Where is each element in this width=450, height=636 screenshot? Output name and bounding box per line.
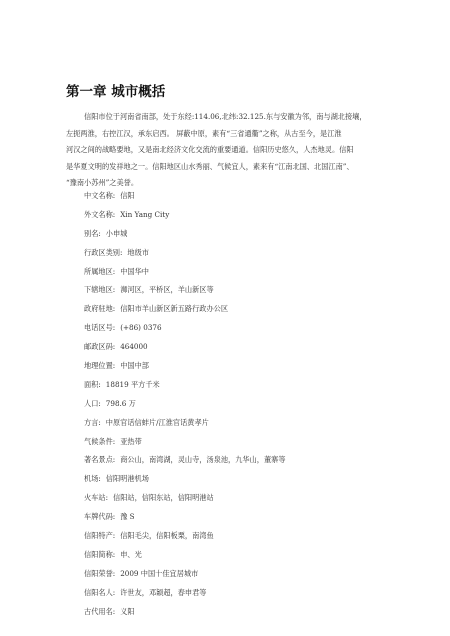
fact-label: 面积: <box>84 379 101 389</box>
fact-value: 信阳 <box>120 191 135 200</box>
fact-value: 信阳站，信阳东站，信阳明港站 <box>113 493 214 503</box>
fact-row-airport <box>84 470 404 489</box>
fact-row-districts <box>84 281 404 300</box>
fact-row-attractions <box>84 451 404 470</box>
intro-line: 是华夏文明的发祥地之一。信阳地区山水秀丽、气候宜人，素来有“江南北国、北国江南”、 <box>66 161 354 171</box>
fact-label: 邮政区码: <box>84 342 116 352</box>
fact-value: 商公山，南湾湖，灵山寺，汤泉池，九华山，董寨等 <box>120 455 286 465</box>
fact-value: 中国华中 <box>120 266 149 276</box>
intro-line: “豫南小苏州”之美誉。 <box>66 178 139 187</box>
fact-label: 机场: <box>84 474 101 484</box>
fact-label: 气候条件: <box>84 436 116 446</box>
fact-row-ancient-name <box>84 603 404 622</box>
fact-row-government-seat <box>84 300 404 319</box>
fact-label: 地理位置: <box>84 361 116 371</box>
fact-value: 豫 S <box>120 512 135 522</box>
fact-value: 18819 平方千米 <box>105 379 160 389</box>
fact-value: 信阳市羊山新区新五路行政办公区 <box>120 304 229 314</box>
fact-value: (+86) 0376 <box>120 323 162 333</box>
fact-value: 义阳 <box>120 606 135 616</box>
fact-label: 车牌代码: <box>84 512 116 522</box>
fact-label: 信阳荣誉: <box>84 568 116 578</box>
fact-value: 浉河区，平桥区，羊山新区等 <box>120 285 214 295</box>
fact-value: 中国中部 <box>120 361 149 371</box>
fact-row-area-code <box>84 319 404 338</box>
fact-row-climate <box>84 433 404 452</box>
fact-value: 2009 中国十佳宜居城市 <box>120 568 199 578</box>
fact-value: 798.6 万 <box>105 398 136 408</box>
fact-label: 著名景点: <box>84 455 116 465</box>
fact-label: 人口: <box>84 398 101 408</box>
fact-row-honors <box>84 565 404 584</box>
fact-row-location <box>84 357 404 376</box>
chapter-title: 第一章 城市概括 <box>66 84 166 100</box>
fact-label: 信阳名人: <box>84 587 116 597</box>
fact-label: 古代用名: <box>84 606 116 616</box>
fact-value: 地级市 <box>127 247 149 257</box>
fact-row-area <box>84 376 404 395</box>
fact-label: 方言: <box>84 417 101 427</box>
intro-line: 河汉之间的战略要地，又是南北经济文化交流的重要通道。信阳历史悠久，人杰地灵。信阳 <box>66 145 354 154</box>
fact-label: 火车站: <box>84 493 108 503</box>
fact-label: 信阳简称: <box>84 549 116 559</box>
fact-label: 信阳特产: <box>84 531 116 541</box>
fact-label: 下辖地区: <box>84 285 116 295</box>
fact-row-region <box>84 263 404 282</box>
fact-row-alias <box>84 225 404 244</box>
fact-label: 外文名称: <box>84 209 116 219</box>
fact-value: 许世友，邓颖超，春申君等 <box>120 587 207 597</box>
fact-value: 464000 <box>120 342 148 352</box>
fact-row-admin-type <box>84 244 404 263</box>
fact-value: 小申城 <box>105 228 128 238</box>
fact-row-chinese-name <box>84 187 404 206</box>
fact-value: 亚热带 <box>120 436 142 446</box>
fact-row-plate-code <box>84 508 404 527</box>
fact-row-postal-code <box>84 338 404 357</box>
fact-label: 电话区号: <box>84 323 116 333</box>
fact-label: 行政区类别: <box>84 247 123 257</box>
fact-label: 所属地区: <box>84 266 116 276</box>
fact-value: 信阳明港机场 <box>105 474 149 484</box>
fact-row-population <box>84 395 404 414</box>
fact-row-notable-people <box>84 584 404 603</box>
fact-row-dialect <box>84 414 404 433</box>
intro-line: 左扼两淮，右控江汉，承东启西。 屏蔽中原，素有“三省通衢”之称，从古至今，是江淮 <box>66 128 342 138</box>
city-facts-list <box>84 187 404 621</box>
fact-row-specialties <box>84 527 404 546</box>
intro-paragraph <box>66 109 386 192</box>
fact-label: 中文名称: <box>84 191 116 200</box>
fact-row-foreign-name <box>84 206 404 225</box>
fact-value: 中原官话信蚌片/江淮官话黄孝片 <box>105 417 209 427</box>
fact-value: 申、光 <box>120 549 142 559</box>
fact-label: 政府驻地: <box>84 304 116 314</box>
fact-value: Xin Yang City <box>120 209 170 219</box>
fact-label: 别名: <box>84 228 101 238</box>
intro-line: 信阳市位于河南省南部，处于东经:114.06,北纬:32.125.东与安徽为邻，南与湖北接壤， <box>84 112 367 121</box>
fact-row-abbreviation <box>84 546 404 565</box>
fact-row-train-stations <box>84 489 404 508</box>
fact-value: 信阳毛尖，信阳板栗，南湾鱼 <box>120 531 214 541</box>
